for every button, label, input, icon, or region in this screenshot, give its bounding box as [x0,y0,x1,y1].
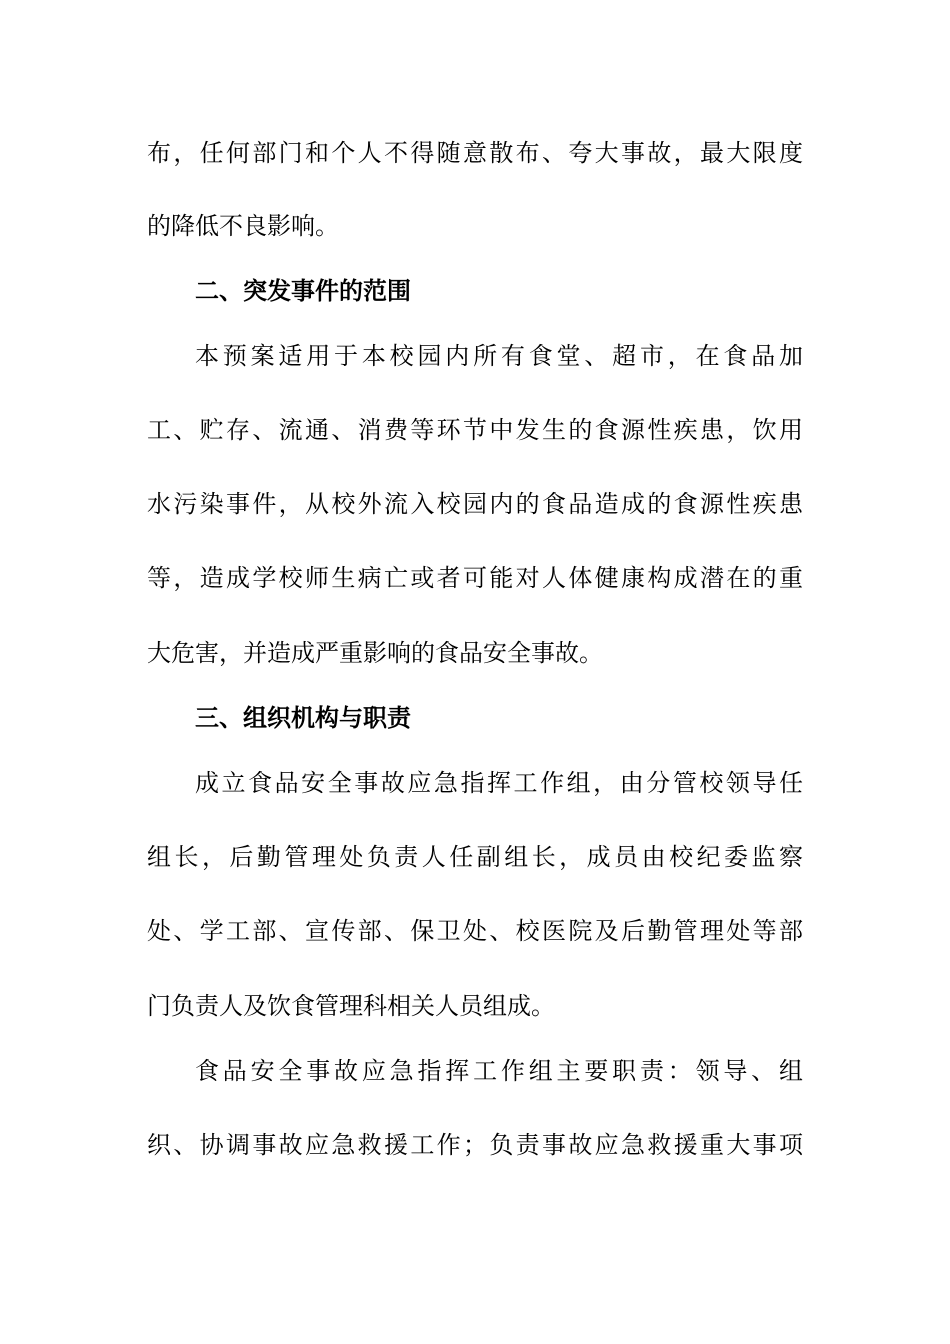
body-text-line: 食品安全事故应急指挥工作组主要职责：领导、组 [195,1057,803,1085]
body-text-line: 的降低不良影响。 [147,212,339,240]
body-text-line: 成立食品安全事故应急指挥工作组，由分管校领导任 [195,769,803,797]
body-text-line: 门负责人及饮食管理科相关人员组成。 [147,992,555,1020]
body-text-line: 大危害，并造成严重影响的食品安全事故。 [147,639,603,667]
body-text-line: 本预案适用于本校园内所有食堂、超市，在食品加 [195,342,803,370]
body-text-line: 组长，后勤管理处负责人任副组长，成员由校纪委监察 [147,843,803,871]
section-heading-organization: 三、组织机构与职责 [195,704,411,732]
body-text-line: 布，任何部门和个人不得随意散布、夸大事故，最大限度 [147,139,803,167]
body-text-line: 工、贮存、流通、消费等环节中发生的食源性疾患，饮用 [147,416,803,444]
body-text-line: 等，造成学校师生病亡或者可能对人体健康构成潜在的重 [147,564,803,592]
body-text-line: 织、协调事故应急救援工作；负责事故应急救援重大事项 [147,1131,803,1159]
section-heading-scope: 二、突发事件的范围 [195,277,411,305]
body-text-line: 水污染事件，从校外流入校园内的食品造成的食源性疾患 [147,490,803,518]
body-text-line: 处、学工部、宣传部、保卫处、校医院及后勤管理处等部 [147,917,803,945]
